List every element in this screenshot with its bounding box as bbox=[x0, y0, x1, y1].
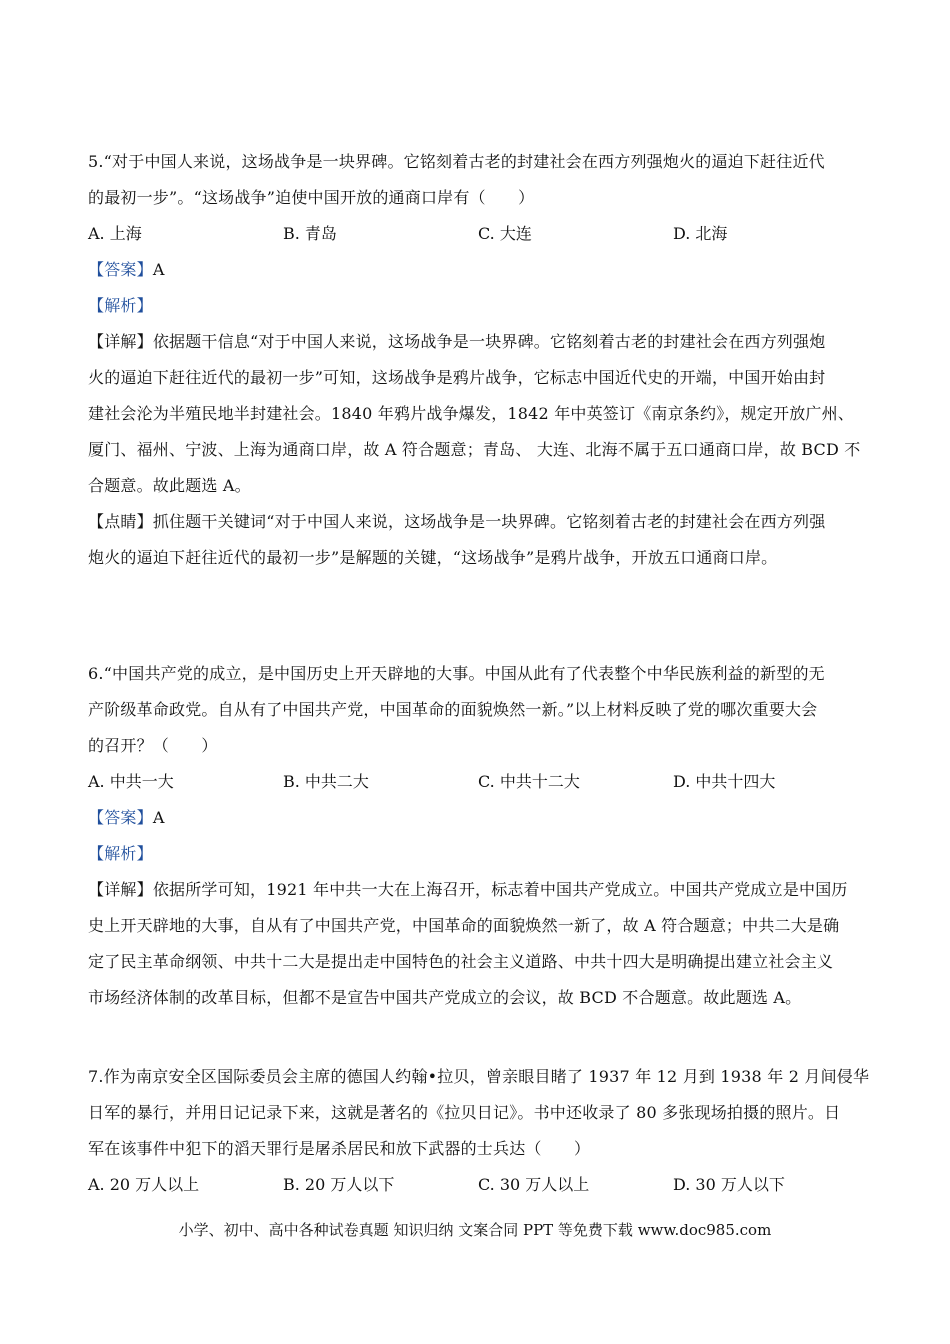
question-6-option-d: D. 中共十四大 bbox=[673, 772, 776, 791]
question-5-analysis bbox=[88, 288, 868, 324]
question-6-analysis bbox=[88, 836, 868, 872]
question-6-option-c: C. 中共十二大 bbox=[478, 772, 580, 791]
question-7-option-d: D. 30 万人以下 bbox=[673, 1175, 785, 1194]
page-footer: 小学、初中、高中各种试卷真题 知识归纳 文案合同 PPT 等免费下载 www.doc985.com bbox=[178, 1221, 772, 1239]
question-7-option-a: A. 20 万人以上 bbox=[88, 1175, 200, 1194]
question-5-option-a: A. 上海 bbox=[88, 224, 142, 243]
comment-tag: 【点睛】 bbox=[88, 512, 153, 531]
question-6 bbox=[88, 656, 868, 1016]
detail-text: 依据所学可知，1921 年中共一大在上海召开，标志着中国共产党成立。中国共产党成立是中国历 bbox=[152, 880, 848, 899]
question-6-options bbox=[88, 764, 868, 800]
question-7-option-c: C. 30 万人以上 bbox=[478, 1175, 590, 1194]
analysis-tag: 【解析】 bbox=[88, 844, 153, 863]
question-7 bbox=[88, 1059, 868, 1203]
question-5-comment-line-1 bbox=[88, 504, 868, 540]
question-5-detail-line-2: 火的逼迫下赶往近代的最初一步”可知，这场战争是鸦片战争，它标志中国近代史的开端，中国开始由封 bbox=[88, 368, 826, 387]
question-7-option-b: B. 20 万人以下 bbox=[283, 1175, 395, 1194]
question-5-detail-line-3: 建社会沦为半殖民地半封建社会。1840 年鸦片战争爆发，1842 年中英签订《南京条约》，规定开放广州、 bbox=[88, 404, 855, 423]
question-5-option-d: D. 北海 bbox=[673, 224, 728, 243]
question-6-detail-line-2: 史上开天辟地的大事，自从有了中国共产党，中国革命的面貌焕然一新了，故 A 符合题意；中共二大是确 bbox=[88, 916, 840, 935]
detail-text: 依据题干信息“对于中国人来说，这场战争是一块界碑。它铭刻着古老的封建社会在西方列强炮 bbox=[152, 332, 826, 351]
question-6-option-a: A. 中共一大 bbox=[88, 772, 174, 791]
detail-tag: 【详解】 bbox=[88, 880, 153, 899]
question-5-stem-line-1: 5.“对于中国人来说，这场战争是一块界碑。它铭刻着古老的封建社会在西方列强炮火的逼迫下赶往近代 bbox=[88, 152, 825, 171]
question-6-stem-line-3: 的召开？（ ） bbox=[88, 736, 218, 755]
question-6-detail-line-1 bbox=[88, 872, 868, 908]
question-6-detail-line-3: 定了民主革命纲领、中共十二大是提出走中国特色的社会主义道路、中共十四大是明确提出建立社会主义 bbox=[88, 952, 834, 971]
question-6-stem-line-1: 6.“中国共产党的成立，是中国历史上开天辟地的大事。中国从此有了代表整个中华民族利益的新型的无 bbox=[88, 664, 825, 683]
answer-tag: 【答案】 bbox=[88, 808, 153, 827]
question-5-detail-line-5: 合题意。故此题选 A。 bbox=[88, 476, 251, 495]
question-5-option-b: B. 青岛 bbox=[283, 224, 337, 243]
question-6-detail-line-4: 市场经济体制的改革目标，但都不是宣告中国共产党成立的会议，故 BCD 不合题意。故此题选 A。 bbox=[88, 988, 802, 1007]
comment-text: 抓住题干关键词“对于中国人来说，这场战争是一块界碑。它铭刻着古老的封建社会在西方列强 bbox=[152, 512, 826, 531]
answer-value: A bbox=[152, 808, 165, 827]
analysis-tag: 【解析】 bbox=[88, 296, 153, 315]
detail-tag: 【详解】 bbox=[88, 332, 153, 351]
question-5-comment-line-2: 炮火的逼迫下赶往近代的最初一步”是解题的关键，“这场战争”是鸦片战争，开放五口通商口岸。 bbox=[88, 548, 778, 567]
question-5-options bbox=[88, 216, 868, 252]
answer-tag: 【答案】 bbox=[88, 260, 153, 279]
question-6-answer bbox=[88, 800, 868, 836]
question-5-answer bbox=[88, 252, 868, 288]
question-7-options bbox=[88, 1167, 868, 1203]
question-7-stem-line-3: 军在该事件中犯下的滔天罪行是屠杀居民和放下武器的士兵达（ ） bbox=[88, 1139, 591, 1158]
question-7-stem-line-2: 日军的暴行，并用日记记录下来，这就是著名的《拉贝日记》。书中还收录了 80 多张现场拍摄的照片。日 bbox=[88, 1103, 841, 1122]
question-5-detail-line-1 bbox=[88, 324, 868, 360]
question-6-stem-line-2: 产阶级革命政党。自从有了中国共产党，中国革命的面貌焕然一新。”以上材料反映了党的哪次重要大会 bbox=[88, 700, 818, 719]
question-7-stem-line-1: 7.作为南京安全区国际委员会主席的德国人约翰•拉贝，曾亲眼目睹了 1937 年 12 月到 1938 年 2 月间侵华 bbox=[88, 1067, 870, 1086]
question-6-option-b: B. 中共二大 bbox=[283, 772, 369, 791]
question-5-option-c: C. 大连 bbox=[478, 224, 532, 243]
question-5-stem-line-2: 的最初一步”。“这场战争”迫使中国开放的通商口岸有（ ） bbox=[88, 188, 535, 207]
answer-value: A bbox=[152, 260, 165, 279]
question-5 bbox=[88, 144, 868, 576]
question-5-detail-line-4: 厦门、福州、宁波、上海为通商口岸，故 A 符合题意；青岛、 大连、北海不属于五口通商口岸，故 BCD 不 bbox=[88, 440, 861, 459]
